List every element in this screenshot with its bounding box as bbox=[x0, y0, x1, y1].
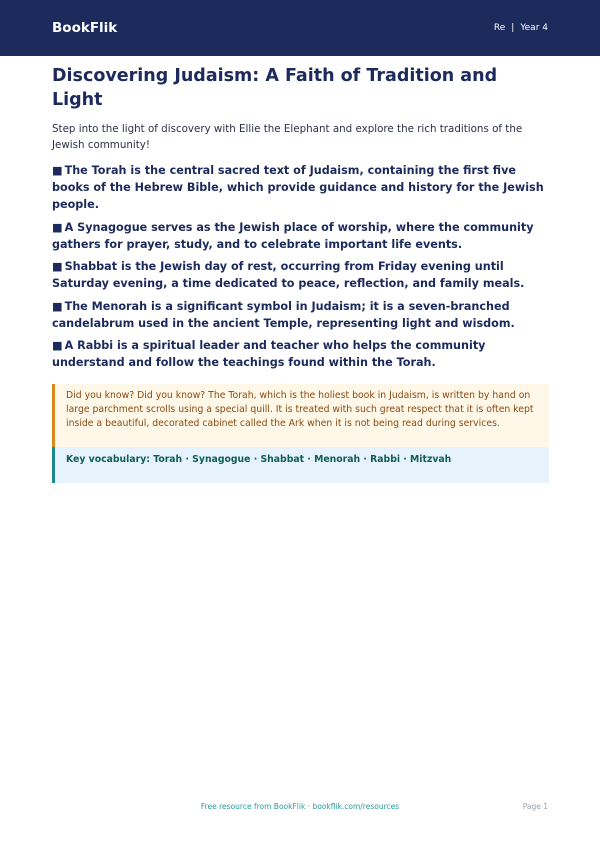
fact-item bbox=[52, 337, 549, 371]
page-title: Discovering Judaism: A Faith of Tradition and Light bbox=[52, 66, 498, 110]
fact-text: A Synagogue serves as the Jewish place of worship, where the community gathers for prayer, study, and to celebrate important life events. bbox=[52, 220, 534, 251]
fact-list bbox=[52, 162, 549, 371]
square-bullet-icon: ■ bbox=[52, 220, 63, 234]
square-bullet-icon: ■ bbox=[52, 260, 63, 273]
brand-logo[interactable]: BookFlik bbox=[52, 20, 118, 36]
main-content bbox=[52, 64, 549, 483]
fact-text: A Rabbi is a spiritual leader and teacher who helps the community understand and follow the teachings found within the Torah. bbox=[52, 339, 486, 369]
did-you-know-box: Did you know? Did you know? The Torah, which is the holiest book in Judaism, is written by hand on large parchment scrolls using a special quill. It is treated with such great respect that it is often kept inside a beautiful, decorated cabinet called the Ark when it is not being read during services. bbox=[52, 384, 549, 447]
square-bullet-icon: ■ bbox=[52, 164, 63, 177]
fact-text: Shabbat is the Jewish day of rest, occurring from Friday evening until Saturday evening, a time dedicated to peace, reflection, and family meals. bbox=[52, 260, 525, 290]
subject-label: Re bbox=[493, 23, 506, 33]
header-meta bbox=[494, 23, 548, 33]
footer-resource-link[interactable]: Free resource from BookFlik · bookflik.com/resources bbox=[200, 802, 400, 811]
fact-text: The Torah is the central sacred text of Judaism, containing the first five books of the Hebrew Bible, which provide guidance and history for the Jewish people. bbox=[52, 164, 544, 211]
fact-item bbox=[52, 258, 549, 292]
square-bullet-icon: ■ bbox=[52, 339, 63, 352]
fact-item bbox=[52, 219, 549, 253]
page-footer bbox=[0, 802, 600, 816]
year-label: Year 4 bbox=[520, 23, 548, 33]
fact-item bbox=[52, 298, 549, 332]
page-header bbox=[0, 0, 600, 56]
page-number: Page 1 bbox=[522, 802, 548, 811]
key-vocabulary-box: Key vocabulary: Torah · Synagogue · Shabbat · Menorah · Rabbi · Mitzvah bbox=[52, 447, 549, 483]
fact-text: The Menorah is a significant symbol in Judaism; it is a seven-branched candelabrum used in the ancient Temple, representing light and wisdom. bbox=[52, 299, 515, 330]
square-bullet-icon: ■ bbox=[52, 299, 63, 313]
intro-text: Step into the light of discovery with Ellie the Elephant and explore the rich traditions of the Jewish community! bbox=[52, 123, 523, 151]
meta-separator: | bbox=[511, 23, 515, 33]
fact-item bbox=[52, 162, 549, 213]
